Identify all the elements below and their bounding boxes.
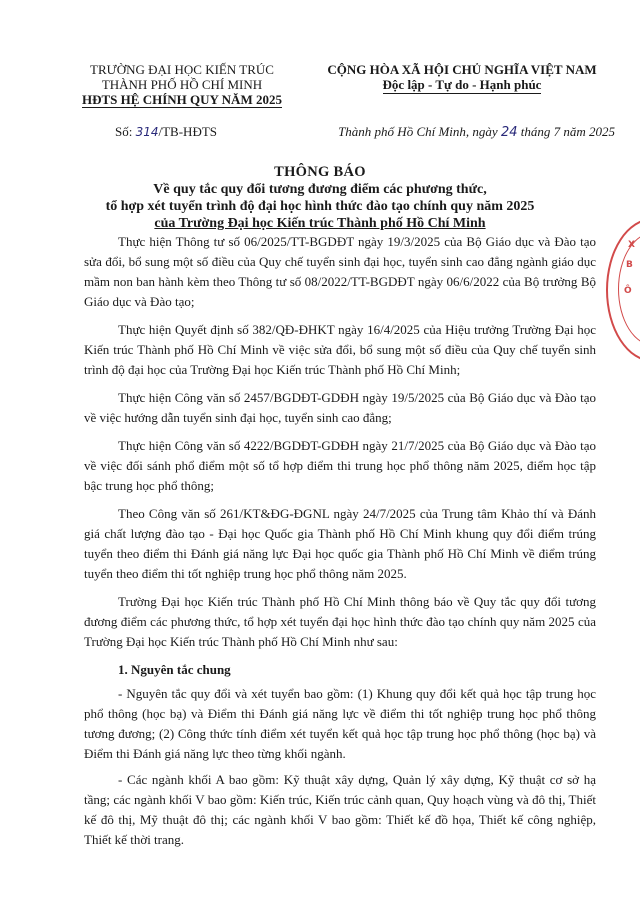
document-title	[40, 164, 600, 232]
national-motto: Độc lập - Tự do - Hạnh phúc	[382, 77, 542, 92]
seal-letter-3: Ô	[624, 286, 632, 296]
paragraph-legal-basis-2: Thực hiện Quyết định số 382/QĐ-ĐHKT ngày 16/4/2025 của Hiệu trưởng Trường Đại học Kiến trúc Thành phố Hồ Chí Minh về việc sửa đổi, bổ sung một số điều của Quy chế tuyển sinh trình độ đại học của Trường Đại học Kiến trúc Thành phố Hồ Chí Minh;	[84, 322, 596, 377]
org-line-1: TRƯỜNG ĐẠI HỌC KIẾN TRÚC	[90, 62, 274, 77]
title-line-1: Về quy tắc quy đổi tương đương điểm các phương thức,	[153, 182, 487, 197]
seal-letter-2: B	[626, 260, 633, 270]
paragraph-legal-basis-1: Thực hiện Thông tư số 06/2025/TT-BGDĐT ngày 19/3/2025 của Bộ Giáo dục và Đào tạo sửa đổi, bổ sung một số điều của Quy chế tuyển sinh đại học, tuyển sinh cao đẳng ngành giáo dục mầm non ban hành kèm theo Thông tư số 08/2022/TT-BGDĐT ngày 06/6/2022 của Bộ trưởng Bộ Giáo dục và Đào tạo;	[84, 234, 596, 309]
docnum-suffix: /TB-HĐTS	[158, 124, 217, 139]
date-day-handwritten: 24	[500, 125, 518, 140]
paragraph-announcement: Trường Đại học Kiến trúc Thành phố Hồ Chí Minh thông báo về Quy tắc quy đổi tương đương điểm các phương thức, tổ hợp xét tuyển đại học hình thức đào tạo chính quy năm 2025 của Trường Đại học Kiến trúc Thành phố Hồ Chí Minh như sau:	[84, 594, 596, 649]
date-line	[300, 124, 615, 140]
paragraph-legal-basis-3: Thực hiện Công văn số 2457/BGDĐT-GDĐH ngày 19/5/2025 của Bộ Giáo dục và Đào tạo về việc hướng dẫn tuyển sinh đại học, tuyển sinh cao đẳng;	[84, 390, 596, 425]
paragraph-majors: - Các ngành khối A bao gồm: Kỹ thuật xây dựng, Quản lý xây dựng, Kỹ thuật cơ sở hạ tầng; các ngành khối V bao gồm: Kiến trúc, Kiến trúc cảnh quan, Quy hoạch vùng và đô thị, Thiết kế đô thị, Mỹ thuật đô thị; các ngành khối V bao gồm: Thiết kế đồ họa, Thiết kế công nghiệp, Thiết kế thời trang.	[84, 772, 596, 847]
title-line-3: của Trường Đại học Kiến trúc Thành phố Hồ Chí Minh	[154, 216, 486, 231]
document-number	[115, 124, 217, 140]
title-line-2: tổ hợp xét tuyển trình độ đại học hình thức đào tạo chính quy năm 2025	[105, 199, 535, 214]
seal-letter-1: X	[628, 240, 635, 250]
section-heading-general-principles: 1. Nguyên tắc chung	[118, 662, 231, 677]
national-header	[312, 62, 612, 94]
date-prefix: Thành phố Hồ Chí Minh, ngày	[338, 124, 501, 139]
docnum-handwritten: 314	[135, 125, 159, 139]
org-line-3	[62, 92, 302, 107]
document-body	[84, 232, 596, 856]
org-line-2: THÀNH PHỐ HỒ CHÍ MINH	[101, 77, 263, 92]
docnum-prefix: Số:	[115, 124, 136, 139]
date-suffix: tháng 7 năm 2025	[517, 124, 615, 139]
paragraph-legal-basis-4: Thực hiện Công văn số 4222/BGDĐT-GDĐH ngày 21/7/2025 của Bộ Giáo dục và Đào tạo về việc đối sánh phổ điểm một số tổ hợp điểm thi trung học phổ thông năm 2025, điểm học tập bậc trung học phổ thông;	[84, 438, 596, 493]
title-main: THÔNG BÁO	[274, 164, 366, 180]
paragraph-legal-basis-5: Theo Công văn số 261/KT&ĐG-ĐGNL ngày 24/7/2025 của Trung tâm Khảo thí và Đánh giá chất lượng đào tạo - Đại học Quốc gia Thành phố Hồ Chí Minh khung quy đổi điểm trúng tuyển theo điểm thi Đánh giá năng lực Đại học quốc gia Thành phố Hồ Chí Minh về điểm trúng tuyển theo điểm thi tốt nghiệp trung học phổ thông năm 2025.	[84, 506, 596, 581]
org-line-3-text: HĐTS HỆ CHÍNH QUY NĂM 2025	[82, 92, 282, 107]
issuing-organization	[62, 62, 302, 107]
nation-name: CỘNG HÒA XÃ HỘI CHỦ NGHĨA VIỆT NAM	[327, 62, 597, 77]
paragraph-principles: - Nguyên tắc quy đổi và xét tuyển bao gồm: (1) Khung quy đổi kết quả học tập trung học phổ thông (học bạ) và Điểm thi Đánh giá năng lực về điểm thi tốt nghiệp trung học phổ thông tương đương; (2) Công thức tính điểm xét tuyển kết quả học tập trung học phổ thông (học bạ) và Điểm thi Đánh giá năng lực theo từng khối ngành.	[84, 686, 596, 761]
